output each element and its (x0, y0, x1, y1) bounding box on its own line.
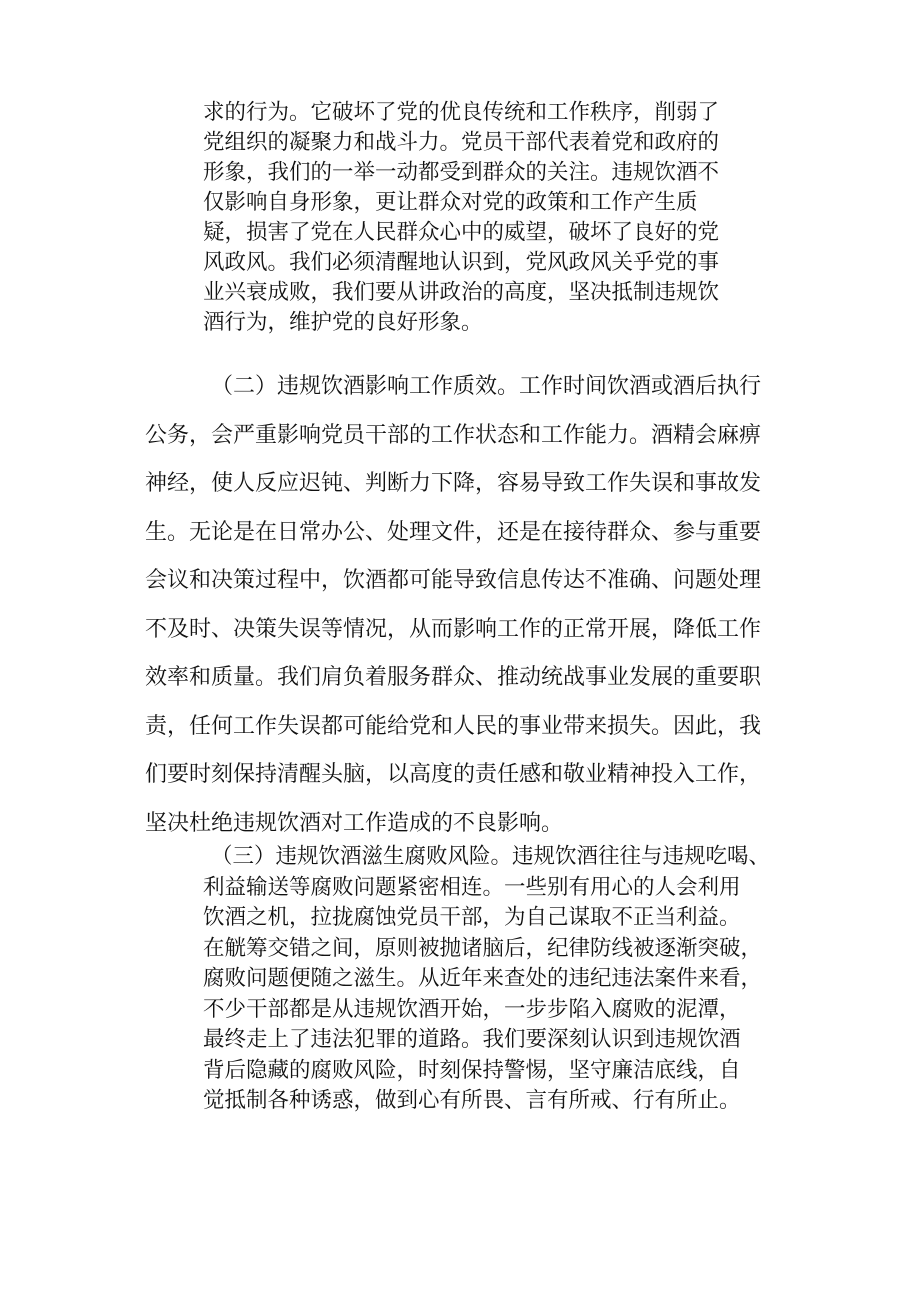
paragraph-line: 们要时刻保持清醒头脑，以高度的责任感和敬业精神投入工作， (145, 762, 762, 787)
paragraph-line: （三）违规饮酒滋生腐败风险。违规饮酒往往与违规吃喝、 (211, 844, 771, 869)
paragraph-line: 公务，会严重影响党员干部的工作状态和工作能力。酒精会麻痹 (145, 422, 762, 448)
paragraph-line: 不及时、决策失误等情况，从而影响工作的正常开展，降低工作 (145, 616, 762, 642)
paragraph-line: （二）违规饮酒影响工作质效。工作时间饮酒或酒后执行 (211, 374, 762, 399)
paragraph-line: 酒行为，维护党的良好形象。 (203, 310, 483, 335)
paragraph-line: 求的行为。它破坏了党的优良传统和工作秩序，削弱了 (203, 100, 720, 125)
paragraph-line: 不少干部都是从违规饮酒开始，一步步陷入腐败的泥潭， (203, 996, 741, 1022)
paragraph-line: 在觥筹交错之间，原则被抛诸脑后，纪律防线被逐渐突破， (203, 935, 763, 961)
paragraph-3 (203, 842, 793, 1117)
paragraph-line: 形象，我们的一举一动都受到群众的关注。违规饮酒不 (203, 160, 720, 185)
paragraph-line: 背后隐藏的腐败风险，时刻保持警惕，坚守廉洁底线，自 (203, 1057, 741, 1083)
paragraph-line: 觉抵制各种诱惑，做到心有所畏、言有所戒、行有所止。 (203, 1088, 741, 1113)
paragraph-line: 腐败问题便随之滋生。从近年来查处的违纪违法案件来看， (203, 966, 763, 991)
paragraph-line: 业兴衰成败，我们要从讲政治的高度，坚决抵制违规饮 (203, 280, 720, 305)
paragraph-line: 仅影响自身形象，更让群众对党的政策和工作产生质 (203, 190, 698, 215)
paragraph-line: 效率和质量。我们肩负着服务群众、推动统战事业发展的重要职 (145, 665, 762, 690)
paragraph-line: 神经，使人反应迟钝、判断力下降，容易导致工作失误和事故发 (145, 471, 762, 496)
paragraph-line: 最终走上了违法犯罪的道路。我们要深刻认识到违规饮酒 (203, 1027, 741, 1052)
paragraph-2 (145, 363, 785, 848)
paragraph-line: 责，任何工作失误都可能给党和人民的事业带来损失。因此，我 (145, 713, 762, 739)
paragraph-line: 坚决杜绝违规饮酒对工作造成的不良影响。 (145, 810, 564, 836)
paragraph-line: 疑，损害了党在人民群众心中的威望，破坏了良好的党 (203, 220, 720, 245)
paragraph-1 (203, 98, 783, 338)
paragraph-line: 风政风。我们必须清醒地认识到，党风政风关乎党的事 (203, 250, 720, 275)
paragraph-line: 生。无论是在日常办公、处理文件，还是在接待群众、参与重要 (145, 519, 762, 545)
paragraph-line: 利益输送等腐败问题紧密相连。一些别有用心的人会利用 (203, 874, 741, 900)
paragraph-line: 饮酒之机，拉拢腐蚀党员干部，为自己谋取不正当利益。 (203, 905, 741, 930)
paragraph-line: 党组织的凝聚力和战斗力。党员干部代表着党和政府的 (203, 130, 720, 155)
paragraph-line: 会议和决策过程中，饮酒都可能导致信息传达不准确、问题处理 (145, 568, 762, 593)
